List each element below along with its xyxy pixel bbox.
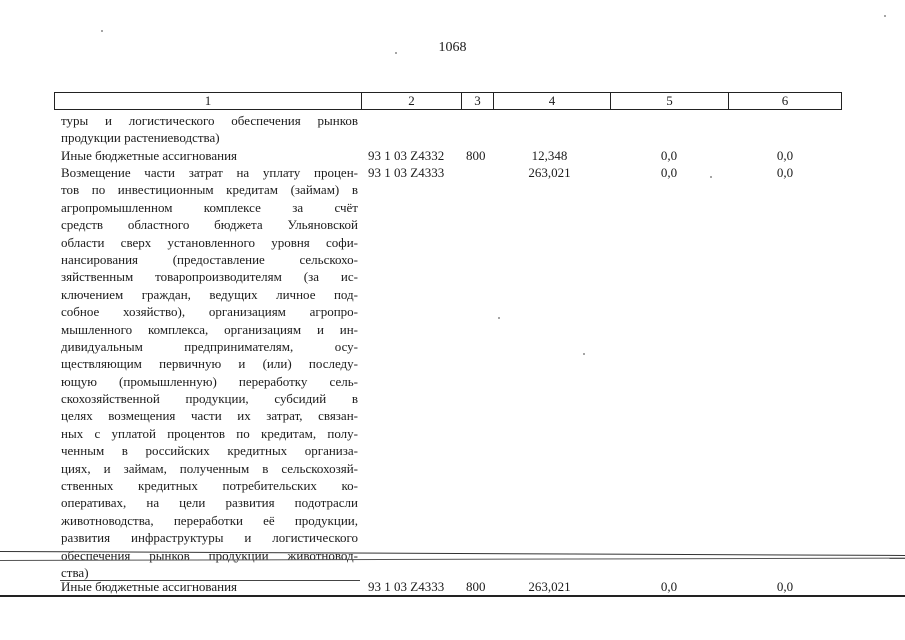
row2-code: 93 1 03 Z4333 <box>368 165 445 180</box>
header-col-2: 2 <box>361 93 461 109</box>
scan-speck <box>498 317 500 319</box>
scan-speck <box>395 52 397 54</box>
row2-name-line: тов по инвестиционным кредитам (займам) в <box>61 182 358 198</box>
row2-name <box>61 164 358 581</box>
row2-name-line: зяйственным товаропроизводителям (за ис- <box>61 269 358 285</box>
row2-name-line: ющую (промышленную) переработку сель- <box>61 373 358 389</box>
table-header-row <box>54 92 842 110</box>
scan-speck <box>884 15 886 17</box>
row3-vr: 800 <box>466 579 486 594</box>
row2-name-line: ных с уплатой процентов по кредитам, полу- <box>61 425 358 441</box>
header-col-5: 5 <box>610 93 728 109</box>
row2-name-line: развития инфраструктуры и логистического <box>61 530 358 546</box>
page-number: 1068 <box>438 40 467 55</box>
scan-speck <box>101 30 103 32</box>
row2-name-line: Возмещение части затрат на уплату процен- <box>61 165 358 180</box>
header-col-6: 6 <box>728 93 841 109</box>
continuation-text <box>61 112 358 147</box>
row1-col6: 0,0 <box>776 148 794 163</box>
row2-col5: 0,0 <box>660 165 678 180</box>
row2-name-line: скохозяйственной продукции, субсидий в <box>61 391 358 407</box>
row2-name-line: обеспечения рынков продукции животновод- <box>61 547 358 563</box>
row2-name-line: целях возмещения части их затрат, связан- <box>61 408 358 424</box>
bottom-rule <box>0 595 905 597</box>
row1-vr: 800 <box>466 148 486 163</box>
scan-speck <box>583 353 585 355</box>
row1-code: 93 1 03 Z4332 <box>368 148 445 163</box>
row2-name-line: мышленного комплекса, организациям и ин- <box>61 321 358 337</box>
row3-col6: 0,0 <box>776 579 794 594</box>
row3-code: 93 1 03 Z4333 <box>368 579 445 594</box>
row2-name-line: оперативах, на цели развития подотрасли <box>61 495 358 511</box>
row2-name-line: нансирования (предоставление сельскохо- <box>61 251 358 267</box>
continuation-line: продукции растениеводства) <box>61 130 220 146</box>
row2-amount: 263,021 <box>528 165 571 180</box>
row1-amount: 12,348 <box>531 148 568 163</box>
row3-name: Иные бюджетные ассигнования <box>61 579 238 594</box>
row1-col5: 0,0 <box>660 148 678 163</box>
row2-name-line: дивидуальным предпринимателям, осу- <box>61 338 358 354</box>
row2-name-line: области сверх установленного уровня софи- <box>61 234 358 250</box>
scan-speck <box>710 176 712 178</box>
row1-name: Иные бюджетные ассигнования <box>61 148 238 163</box>
row2-name-line: ществляющим первичную и (или) последу- <box>61 356 358 372</box>
header-col-4: 4 <box>493 93 610 109</box>
row2-name-line: ственных кредитных потребительских ко- <box>61 478 358 494</box>
row2-name-line: ключением граждан, ведущих личное под- <box>61 286 358 302</box>
header-col-1: 1 <box>204 93 212 108</box>
row2-name-line: животноводства, переработки её продукции, <box>61 512 358 528</box>
header-col-3: 3 <box>461 93 493 109</box>
continuation-line: туры и логистического обеспечения рынков <box>61 113 358 128</box>
row2-name-line: ченным в российских кредитных организа- <box>61 443 358 459</box>
row2-name-line: средств областного бюджета Ульяновской <box>61 217 358 233</box>
row3-amount: 263,021 <box>528 579 571 594</box>
row2-name-line: ства) <box>61 564 89 580</box>
row2-name-line: собное хозяйство), организациям агропро- <box>61 304 358 320</box>
row2-col6: 0,0 <box>776 165 794 180</box>
row3-col5: 0,0 <box>660 579 678 594</box>
row2-name-line: агропромышленном комплексе за счёт <box>61 199 358 215</box>
row2-name-line: циях, и займам, полученным в сельскохозяй- <box>61 460 358 476</box>
